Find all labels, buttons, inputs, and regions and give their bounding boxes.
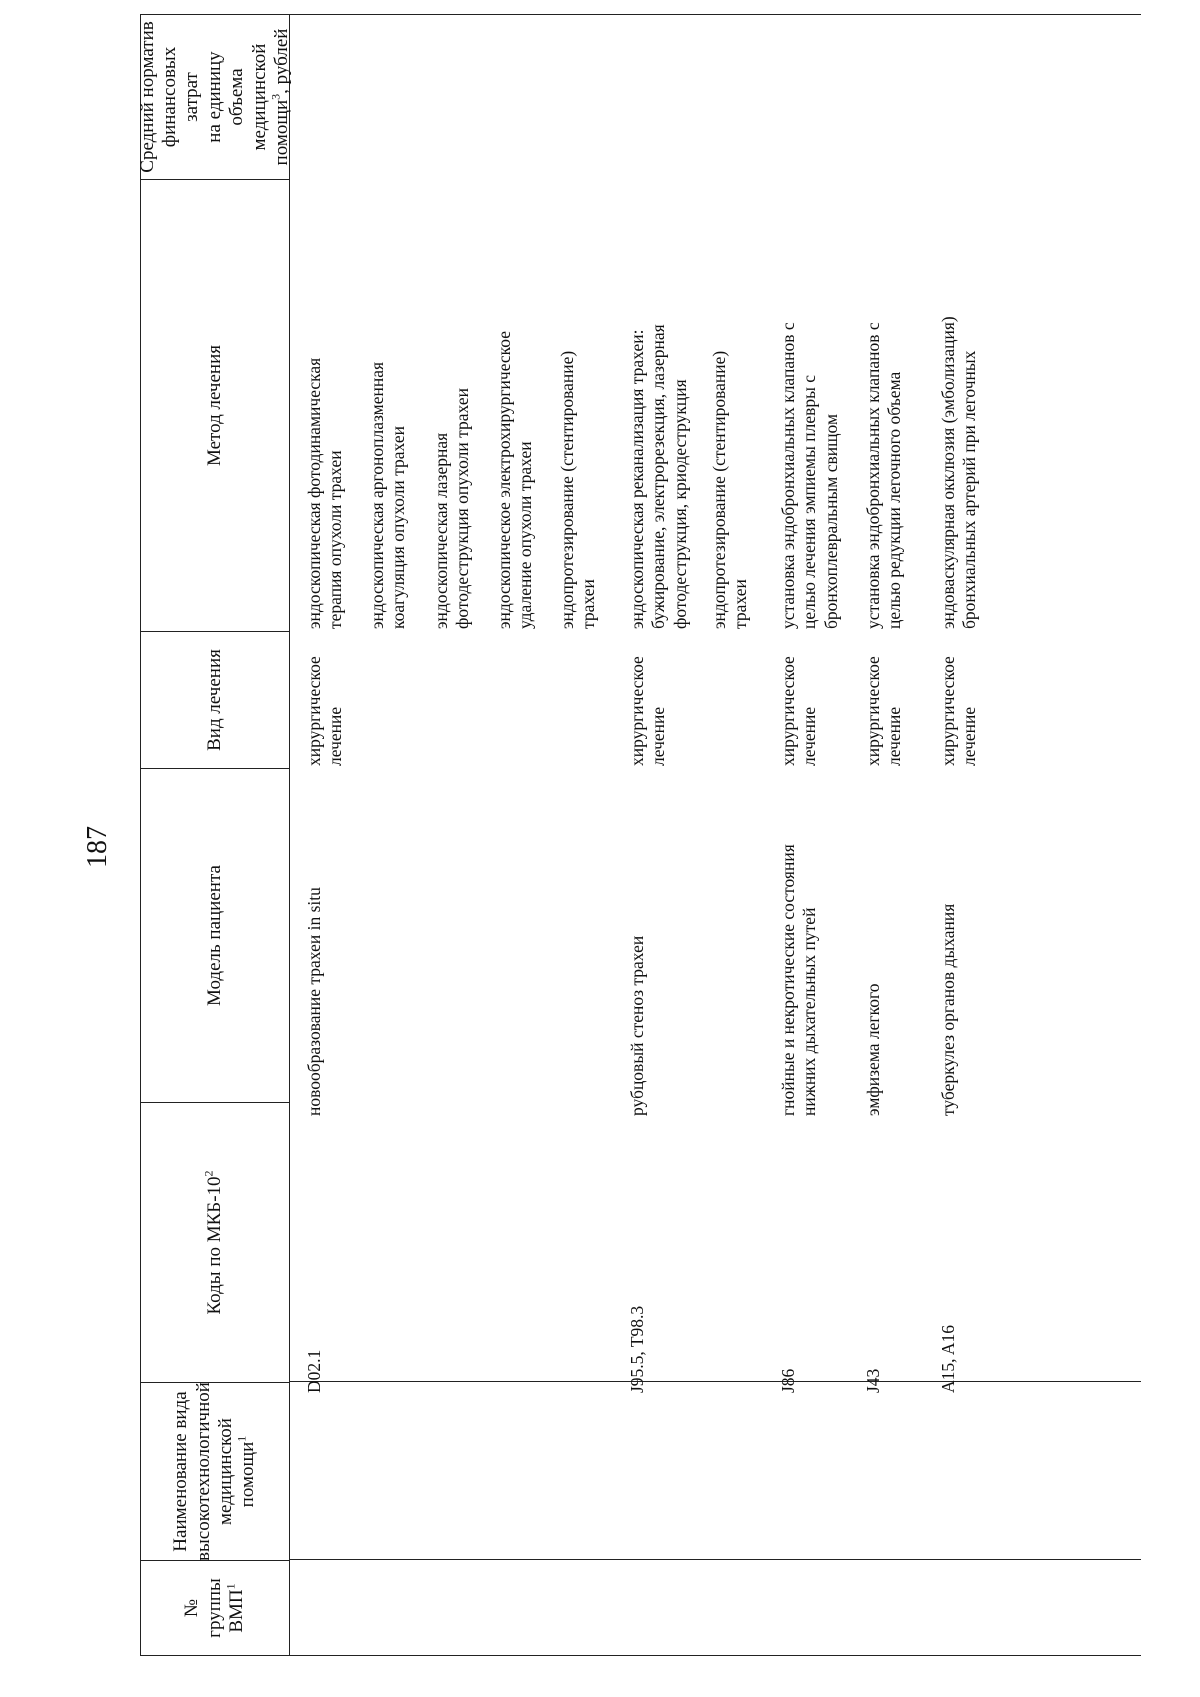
- method-line: фотодеструкция опухоли трахеи: [452, 388, 473, 629]
- header-treatment-method: [141, 179, 289, 631]
- header-care-type-line1: Наименование вида: [170, 1391, 192, 1552]
- method-line: эндоскопическое электрохирургическое: [494, 330, 514, 629]
- row3-model-line1: гнойные и некротические состояния: [778, 844, 798, 1116]
- header-group-number-footnote: 1: [223, 1583, 238, 1590]
- row2-method-2: [709, 189, 752, 629]
- method-line: эндопротезирование (стентирование): [709, 350, 729, 629]
- header-treatment-kind-text: Вид лечения: [203, 649, 225, 751]
- header-group-number-line3: ВМП: [226, 1589, 248, 1633]
- row5-codes: A15, A16: [938, 1324, 958, 1393]
- header-care-type-footnote: 1: [235, 1435, 250, 1442]
- header-care-type-line2: высокотехнологичной: [192, 1382, 214, 1561]
- header-group-number: [141, 1560, 289, 1655]
- row2-codes: J95.5, T98.3: [627, 1305, 647, 1393]
- header-icd-codes-footnote: 2: [201, 1170, 216, 1177]
- column-divider: [289, 1559, 1141, 1560]
- header-cost-line1: Средний норматив: [136, 21, 158, 173]
- row1-method-5: [557, 189, 600, 629]
- row4-model: эмфизема легкого: [863, 983, 883, 1116]
- row2-model: рубцовый стеноз трахеи: [627, 935, 647, 1116]
- header-cost-standard: [136, 15, 293, 179]
- row5-method-1: [938, 189, 981, 629]
- row4-kind-line2: лечение: [884, 706, 905, 766]
- row5-kind: [938, 636, 981, 766]
- header-treatment-kind: [141, 631, 289, 768]
- row1-kind-line2: лечение: [325, 706, 346, 766]
- row1-method-3: [431, 189, 474, 629]
- method-line: фотодеструкция, криодеструкция: [669, 379, 690, 629]
- method-line: целью лечения эмпиемы плевры с: [799, 375, 820, 629]
- header-patient-model: [141, 768, 289, 1102]
- row5-kind-line2: лечение: [959, 706, 980, 766]
- method-line: установка эндобронхиальных клапанов с: [778, 322, 798, 629]
- method-line: коагуляция опухоли трахеи: [388, 426, 409, 629]
- vmp-table: [136, 14, 1141, 1656]
- row4-kind-line1: хирургическое: [863, 656, 883, 766]
- header-cost-line5-unit: , рублей: [271, 28, 293, 94]
- row2-method-1: [627, 189, 691, 629]
- row1-kind: [304, 636, 347, 766]
- method-line: бронхиальных артерий при легочных: [959, 350, 980, 629]
- row1-method-4: [494, 189, 537, 629]
- header-cost-footnote: 3: [268, 93, 283, 100]
- row5-kind-line1: хирургическое: [938, 656, 958, 766]
- method-line: эндопротезирование (стентирование): [557, 350, 577, 629]
- method-line: эндоскопическая лазерная: [431, 432, 451, 629]
- row5-model: туберкулез органов дыхания: [938, 903, 958, 1116]
- method-line: целью редукции легочного объема: [884, 371, 905, 629]
- method-line: терапия опухоли трахеи: [325, 450, 346, 629]
- method-line: трахеи: [730, 579, 751, 629]
- header-cost-line3: на единицу объема: [203, 51, 248, 143]
- header-cost-line5: помощи: [271, 99, 293, 166]
- header-patient-model-text: Модель пациента: [203, 865, 225, 1006]
- method-line: эндоскопическая аргоноплазменная: [367, 361, 387, 629]
- row1-method-1: [304, 189, 347, 629]
- row4-codes: J43: [863, 1368, 883, 1393]
- method-line: установка эндобронхиальных клапанов с: [863, 322, 883, 629]
- row1-codes: D02.1: [304, 1349, 324, 1393]
- row1-method-2: [367, 189, 410, 629]
- method-line: удаление опухоли трахеи: [515, 441, 536, 629]
- method-line: эндоскопическая реканализация трахеи:: [627, 329, 647, 629]
- row3-kind-line2: лечение: [799, 706, 820, 766]
- method-line: бужирование, электрорезекция, лазерная: [648, 324, 669, 629]
- page-number: 187: [82, 826, 113, 868]
- row2-kind-line1: хирургическое: [627, 656, 647, 766]
- method-line: эндоскопическая фотодинамическая: [304, 357, 324, 629]
- header-icd-codes-text: Коды по МКБ-10: [203, 1176, 225, 1315]
- header-care-type-line3: медицинской помощи: [215, 1418, 259, 1525]
- header-group-number-line2: группы: [203, 1578, 225, 1638]
- header-care-type: [141, 1382, 289, 1560]
- row2-kind: [627, 636, 670, 766]
- header-cost-line4: медицинской: [248, 43, 270, 151]
- row4-method-1: [863, 189, 906, 629]
- row3-codes: J86: [778, 1368, 798, 1393]
- method-line: эндоваскулярная окклюзия (эмболизация): [938, 316, 958, 629]
- header-cost-line2: финансовых затрат: [158, 46, 203, 148]
- row3-model: [778, 776, 821, 1116]
- method-line: трахеи: [578, 579, 599, 629]
- row3-model-line2: нижних дыхательных путей: [799, 907, 820, 1116]
- header-icd-codes: [141, 1102, 289, 1382]
- row1-model: новообразование трахеи in situ: [304, 887, 324, 1116]
- column-divider: [289, 1381, 1141, 1382]
- row2-kind-line2: лечение: [648, 706, 669, 766]
- table-header-row: [136, 15, 293, 1655]
- method-line: бронхоплевральным свищом: [820, 413, 841, 629]
- row3-kind: [778, 636, 821, 766]
- header-group-number-line1: №: [181, 1598, 203, 1618]
- row1-kind-line1: хирургическое: [304, 656, 324, 766]
- row4-kind: [863, 636, 906, 766]
- row3-method-1: [778, 189, 842, 629]
- header-treatment-method-text: Метод лечения: [203, 345, 225, 467]
- row3-kind-line1: хирургическое: [778, 656, 798, 766]
